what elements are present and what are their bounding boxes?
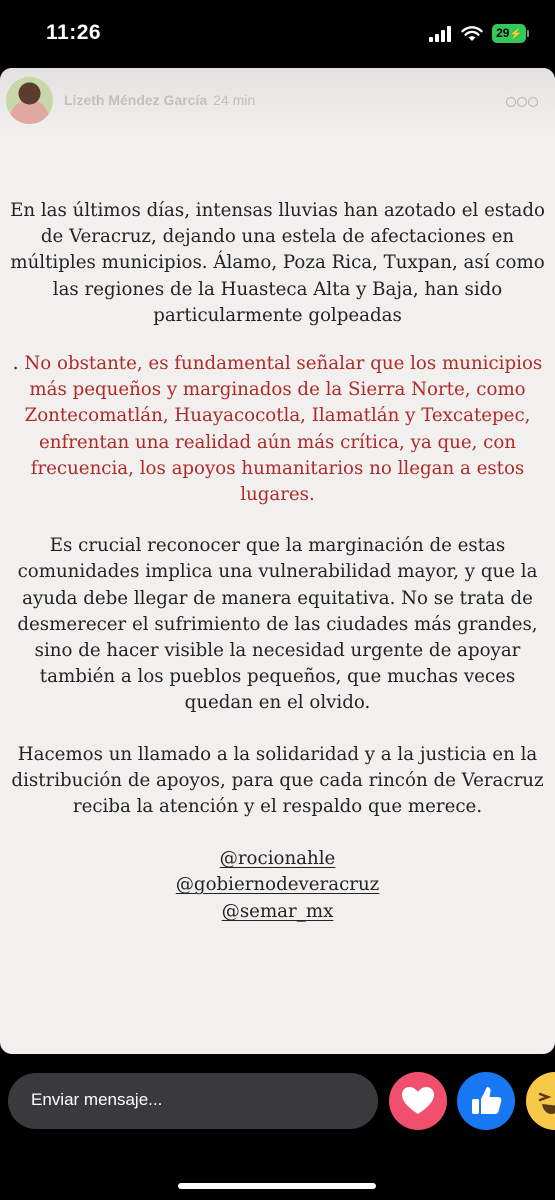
message-input[interactable] bbox=[8, 1073, 378, 1129]
story-paragraph-1: En las últimos días, intensas lluvias han azotado el estado de Veracruz, dejando una estela de afectaciones en múltiples municipios. Álamo, Poza Rica, Tuxpan, así como las regiones de la Huasteca Alta y Baja, han sido particularmente golpeadas bbox=[10, 200, 545, 326]
battery-icon bbox=[492, 24, 526, 43]
highlighted-text: No obstante, es fundamental señalar que los municipios más pequeños y marginados de la Sierra Norte, como Zontecomatlán, Huayacocotla, Ilamatlán y Texcatepec, enfrentan una realidad aún más crítica, ya que, con frecuencia, los apoyos humanitarios no llegan a estos lugares. bbox=[24, 353, 543, 506]
story-card[interactable] bbox=[0, 68, 555, 1054]
author-info[interactable] bbox=[64, 92, 255, 108]
charging-bolt-icon: ⚡ bbox=[509, 29, 522, 40]
haha-reaction-button[interactable] bbox=[526, 1072, 555, 1130]
mention-tag[interactable]: @gobiernodeveracruz bbox=[175, 874, 380, 896]
love-icon bbox=[389, 1072, 447, 1130]
like-reaction-button[interactable] bbox=[457, 1072, 515, 1130]
message-placeholder: Enviar mensaje... bbox=[31, 1090, 163, 1109]
battery-nub bbox=[527, 30, 529, 37]
cellular-signal-icon bbox=[429, 26, 453, 42]
paragraph-2-lead: . bbox=[12, 353, 19, 375]
story-paragraph-3: Es crucial reconocer que la marginación de estas comunidades implica una vulnerabilidad mayor, y que la ayuda debe llegar de manera equitativa. No se trata de desmerecer el sufrimiento de las ciudades más grandes, sino de hacer visible la necesidad urgente de apoyar también a los pueblos pequeños, que muchas veces quedan en el olvido. bbox=[17, 535, 538, 714]
more-options-icon[interactable] bbox=[506, 97, 538, 107]
mention-tag[interactable]: @semar_mx bbox=[221, 900, 334, 922]
like-icon bbox=[457, 1072, 515, 1130]
author-name: Lizeth Méndez García bbox=[64, 92, 208, 108]
story-paragraph-2 bbox=[0, 351, 555, 508]
status-time: 11:26 bbox=[46, 21, 102, 44]
story-text bbox=[0, 198, 555, 925]
home-indicator[interactable] bbox=[178, 1183, 376, 1189]
haha-icon bbox=[526, 1072, 555, 1130]
mention-tags bbox=[0, 846, 555, 925]
wifi-icon bbox=[461, 24, 483, 42]
story-paragraph-4: Hacemos un llamado a la solidaridad y a la justicia en la distribución de apoyos, para que cada rincón de Veracruz reciba la atención y el respaldo que merece. bbox=[11, 743, 544, 818]
story-header bbox=[0, 68, 555, 138]
love-reaction-button[interactable] bbox=[389, 1072, 447, 1130]
author-avatar[interactable] bbox=[6, 77, 53, 124]
story-age: 24 min bbox=[213, 92, 256, 108]
battery-level: 29 bbox=[496, 26, 510, 40]
status-bar bbox=[0, 0, 555, 66]
mention-tag[interactable]: @rocionahle bbox=[219, 848, 336, 870]
